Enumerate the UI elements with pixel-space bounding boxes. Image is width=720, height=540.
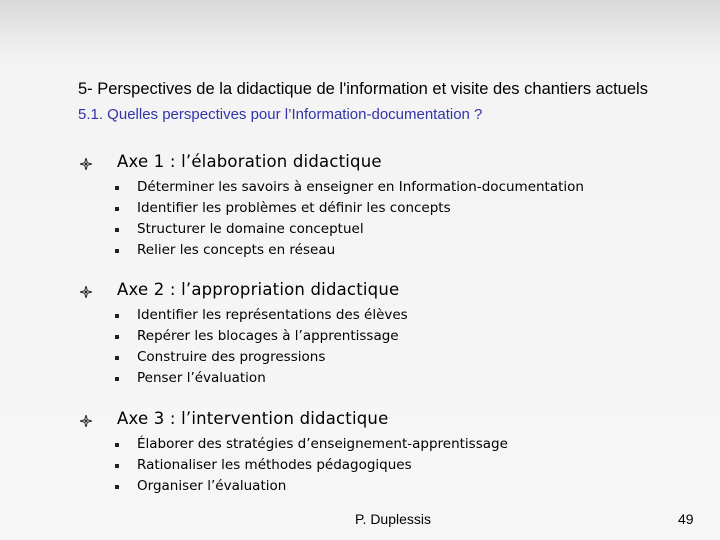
axis-title: Axe 1 : l’élaboration didactique xyxy=(117,152,382,171)
square-bullet-icon xyxy=(115,485,119,489)
diamond-star-bullet-icon xyxy=(80,415,92,427)
footer-author: P. Duplessis xyxy=(355,511,432,527)
list-item xyxy=(80,307,700,328)
axis-title: Axe 3 : l’intervention didactique xyxy=(117,409,389,428)
axis-heading xyxy=(80,409,700,437)
square-bullet-icon xyxy=(115,228,119,232)
square-bullet-icon xyxy=(115,356,119,360)
square-bullet-icon xyxy=(115,464,119,468)
axis-section-1 xyxy=(80,152,700,263)
list-item xyxy=(80,242,700,263)
axis-item-list xyxy=(80,307,700,391)
list-item-text: Construire des progressions xyxy=(137,349,326,365)
axis-heading xyxy=(80,280,700,308)
list-item xyxy=(80,457,700,478)
square-bullet-icon xyxy=(115,377,119,381)
square-bullet-icon xyxy=(115,314,119,318)
list-item xyxy=(80,200,700,221)
square-bullet-icon xyxy=(115,335,119,339)
axis-item-list xyxy=(80,436,700,499)
list-item xyxy=(80,370,700,391)
list-item-text: Identifier les représentations des élèves xyxy=(137,307,408,323)
list-item-text: Structurer le domaine conceptuel xyxy=(137,221,364,237)
list-item xyxy=(80,349,700,370)
slide-title: 5- Perspectives de la didactique de l'information et visite des chantiers actuels xyxy=(78,80,648,98)
list-item-text: Organiser l’évaluation xyxy=(137,478,287,494)
list-item xyxy=(80,328,700,349)
page-number: 49 xyxy=(678,511,694,527)
list-item xyxy=(80,436,700,457)
list-item-text: Penser l’évaluation xyxy=(137,370,266,386)
list-item-text: Élaborer des stratégies d’enseignement-apprentissage xyxy=(137,436,508,452)
axis-title: Axe 2 : l’appropriation didactique xyxy=(117,280,400,299)
list-item-text: Déterminer les savoirs à enseigner en Information-documentation xyxy=(137,179,584,195)
diamond-star-bullet-icon xyxy=(80,158,92,170)
axis-item-list xyxy=(80,179,700,263)
square-bullet-icon xyxy=(115,207,119,211)
list-item-text: Repérer les blocages à l’apprentissage xyxy=(137,328,399,344)
square-bullet-icon xyxy=(115,249,119,253)
list-item xyxy=(80,179,700,200)
list-item xyxy=(80,221,700,242)
axis-section-3 xyxy=(80,409,700,499)
list-item-text: Identifier les problèmes et définir les concepts xyxy=(137,200,451,216)
square-bullet-icon xyxy=(115,443,119,447)
list-item xyxy=(80,478,700,499)
axis-section-2 xyxy=(80,280,700,391)
slide-subtitle: 5.1. Quelles perspectives pour l’Information-documentation ? xyxy=(78,106,483,123)
list-item-text: Relier les concepts en réseau xyxy=(137,242,336,258)
diamond-star-bullet-icon xyxy=(80,286,92,298)
axis-heading xyxy=(80,152,700,180)
list-item-text: Rationaliser les méthodes pédagogiques xyxy=(137,457,412,473)
square-bullet-icon xyxy=(115,186,119,190)
